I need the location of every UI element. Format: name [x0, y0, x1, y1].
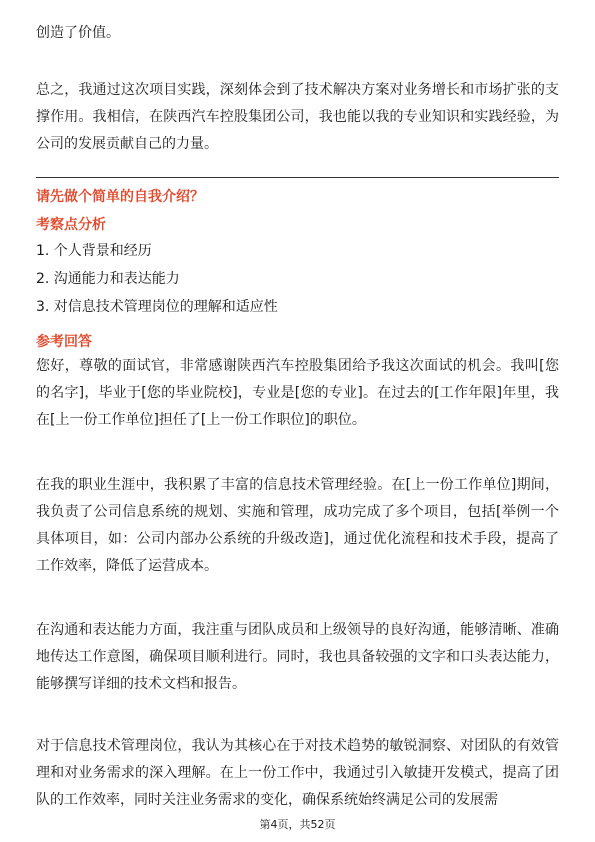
answer-paragraph: 您好，尊敬的面试官，非常感谢陕西汽车控股集团给予我这次面试的机会。我叫[您的名字]，毕业于[您的毕业院校]，专业是[您的专业]。在过去的[工作年限]年里，我在[上一份工作单位]担任了[上一份工作职位]的职位。 [36, 358, 559, 428]
answer-paragraph: 在沟通和表达能力方面，我注重与团队成员和上级领导的良好沟通，能够清晰、准确地传达工作意图，确保项目顺利进行。同时，我也具备较强的文字和口头表达能力，能够撰写详细的技术文档和报告。 [36, 622, 559, 692]
page-number: 第4页，共52页 [259, 818, 336, 831]
analysis-point: 3. 对信息技术管理岗位的理解和适应性 [36, 299, 278, 315]
answer-paragraph: 对于信息技术管理岗位，我认为其核心在于对技术趋势的敏锐洞察、对团队的有效管理和对业务需求的深入理解。在上一份工作中，我通过引入敏捷开发模式，提高了团队的工作效率，同时关注业务需求的变化，确保系统始终满足公司的发展需 [36, 738, 559, 808]
section-divider [36, 177, 559, 178]
analysis-point: 1. 个人背景和经历 [36, 243, 152, 259]
question-heading: 请先做个简单的自我介绍？ [36, 189, 204, 205]
answer-title: 参考回答 [36, 334, 92, 350]
analysis-point: 2. 沟通能力和表达能力 [36, 271, 180, 287]
summary-paragraph: 总之，我通过这次项目实践，深刻体会到了技术解决方案对业务增长和市场扩张的支撑作用。我相信，在陕西汽车控股集团公司，我也能以我的专业知识和实践经验，为公司的发展贡献自己的力量。 [36, 82, 559, 152]
intro-line: 创造了价值。 [36, 25, 120, 41]
analysis-title: 考察点分析 [36, 217, 106, 233]
answer-paragraph: 在我的职业生涯中，我积累了丰富的信息技术管理经验。在[上一份工作单位]期间，我负责了公司信息系统的规划、实施和管理，成功完成了多个项目，包括[举例一个具体项目，如：公司内部办公系统的升级改造]，通过优化流程和技术手段，提高了工作效率，降低了运营成本。 [36, 477, 559, 574]
